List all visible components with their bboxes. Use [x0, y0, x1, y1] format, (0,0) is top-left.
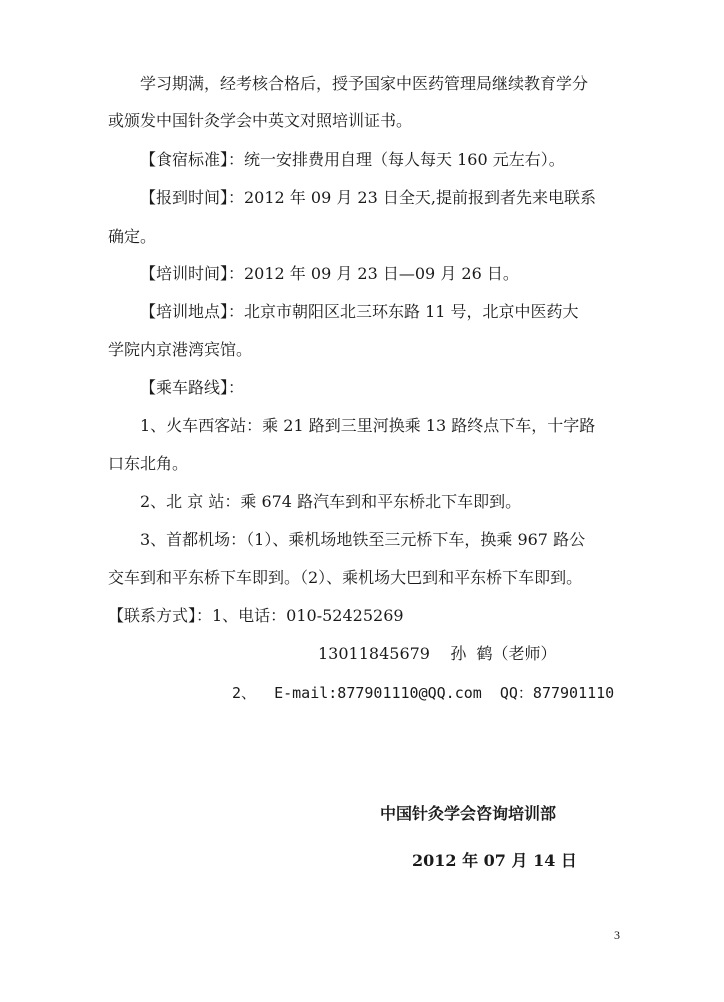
page-number: 3: [614, 928, 620, 942]
contact-mobile: 13011845679 孙 鹤（老师）: [318, 644, 557, 663]
training-time: 【培训时间】：2012 年 09 月 23 日—09 月 26 日。: [140, 264, 519, 283]
route-item-3-line-1: 3、首都机场：（1）、乘机场地铁至三元桥下车，换乘 967 路公: [140, 530, 586, 549]
route-item-1-line-1: 1、火车西客站：乘 21 路到三里河换乘 13 路终点下车，十字路: [140, 416, 596, 435]
training-location-line-1: 【培训地点】：北京市朝阳区北三环东路 11 号，北京中医药大: [140, 302, 579, 321]
route-item-2: 2、北 京 站：乘 674 路汽车到和平东桥北下车即到。: [140, 492, 522, 511]
signature-date: 2012 年 07 月 14 日: [412, 851, 577, 870]
study-line-2: 或颁发中国针灸学会中英文对照培训证书。: [108, 111, 413, 130]
contact-phone: 【联系方式】：1、电话：010-52425269: [108, 606, 404, 625]
contact-email-qq: 2、 E-mail:877901110@QQ.com QQ：877901110: [232, 684, 615, 702]
training-location-line-2: 学院内京港湾宾馆。: [108, 340, 253, 359]
route-item-1-line-2: 口东北角。: [108, 454, 189, 473]
route-heading: 【乘车路线】：: [140, 378, 245, 397]
registration-line-1: 【报到时间】：2012 年 09 月 23 日全天,提前报到者先来电联系: [140, 188, 596, 207]
meals-standard: 【食宿标准】：统一安排费用自理（每人每天 160 元左右）。: [140, 150, 565, 169]
route-item-3-line-2: 交车到和平东桥下车即到。（2）、乘机场大巴到和平东桥下车即到。: [108, 568, 583, 587]
registration-line-2: 确定。: [108, 227, 157, 246]
signature-organization: 中国针灸学会咨询培训部: [380, 804, 557, 823]
study-line-1: 学习期满，经考核合格后，授予国家中医药管理局继续教育学分: [140, 74, 589, 93]
